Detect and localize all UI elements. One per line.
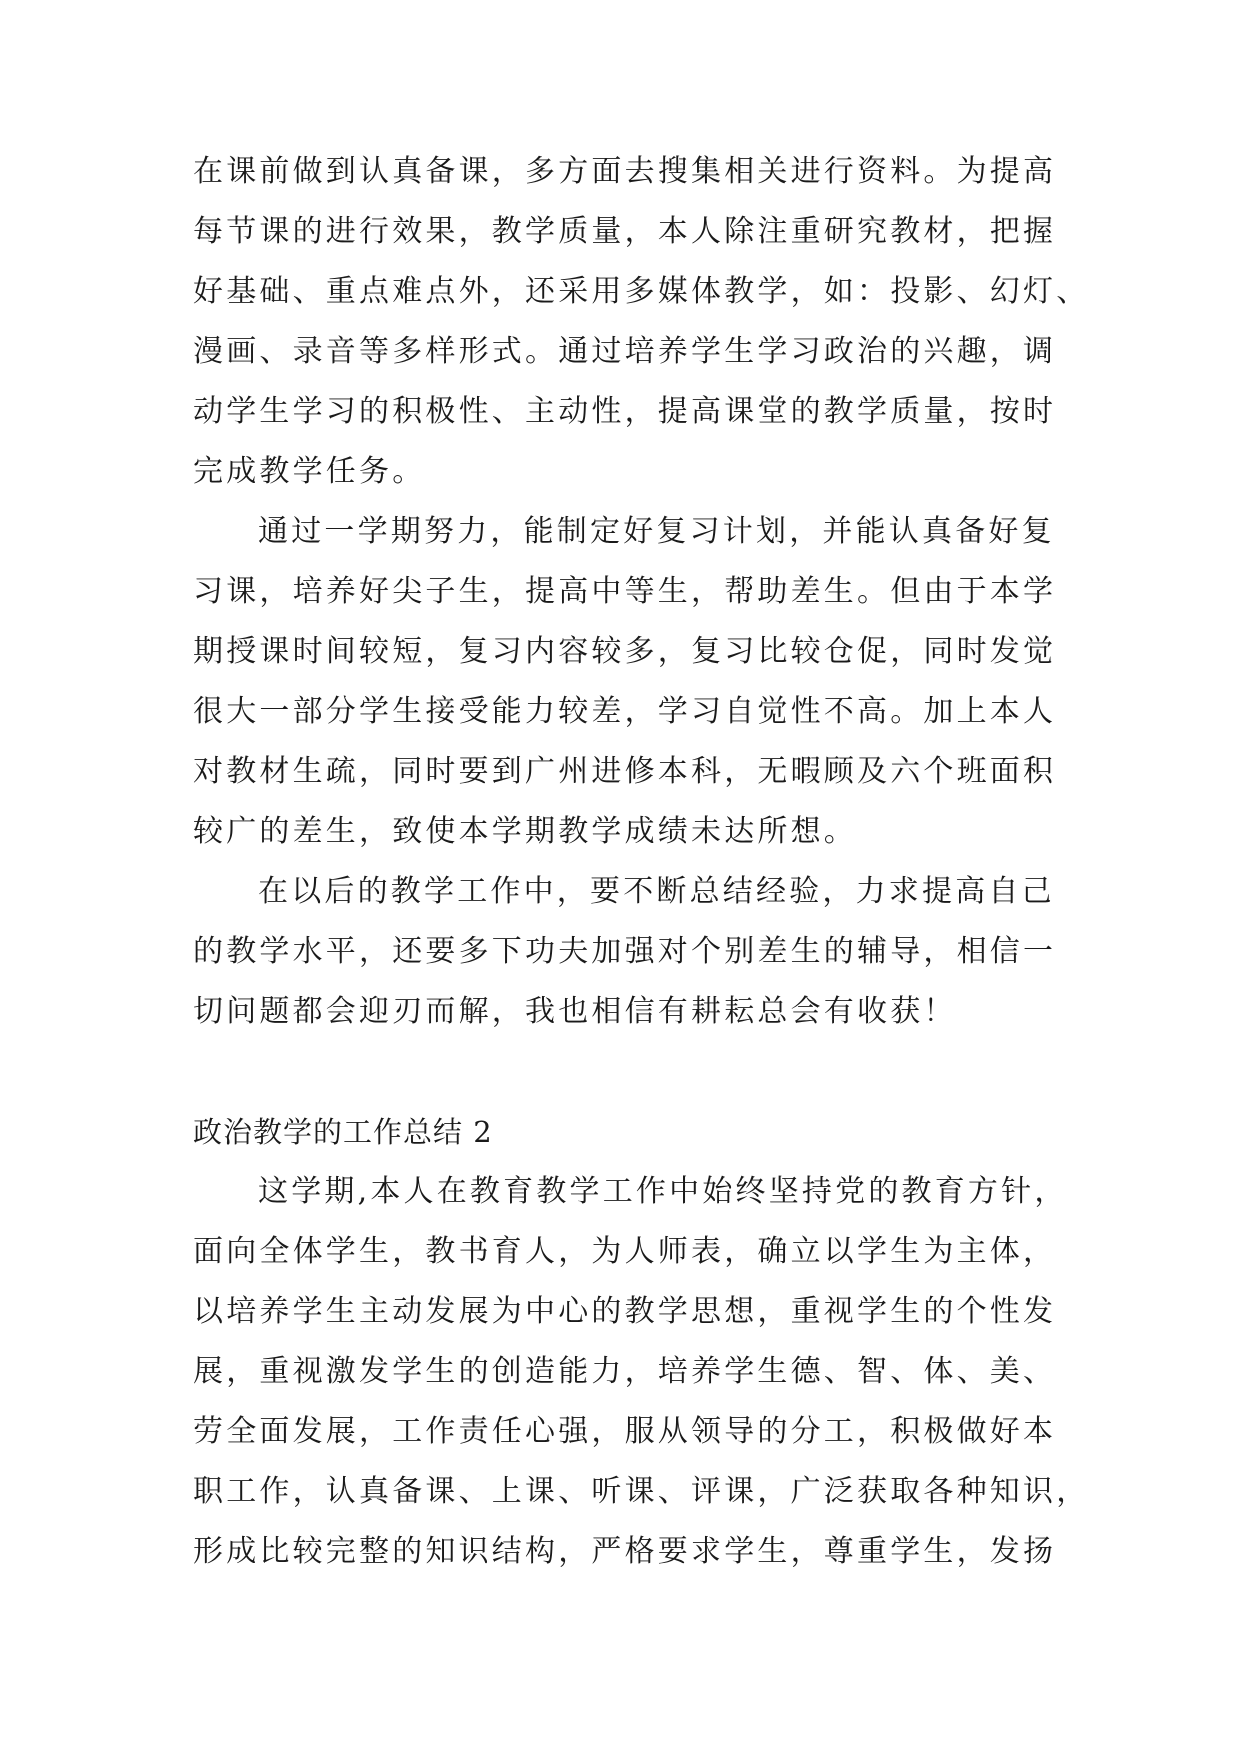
text-line: 职工作，认真备课、上课、听课、评课，广泛获取各种知识，	[193, 1474, 1090, 1509]
text-line: 期授课时间较短，复习内容较多，复习比较仓促，同时发觉	[193, 634, 1057, 669]
text-line: 动学生学习的积极性、主动性，提高课堂的教学质量，按时	[193, 394, 1057, 429]
text-line: 的教学水平，还要多下功夫加强对个别差生的辅导，相信一	[193, 934, 1057, 969]
text-line: 劳全面发展，工作责任心强，服从领导的分工，积极做好本	[193, 1414, 1057, 1449]
paragraph-first-line: 在以后的教学工作中，要不断总结经验，力求提高自己	[258, 874, 1055, 909]
section-heading: 政治教学的工作总结 2	[193, 1115, 493, 1149]
text-line: 以培养学生主动发展为中心的教学思想，重视学生的个性发	[193, 1294, 1057, 1329]
paragraph-first-line: 通过一学期努力，能制定好复习计划，并能认真备好复	[258, 514, 1055, 549]
text-line: 较广的差生，致使本学期教学成绩未达所想。	[193, 814, 857, 849]
text-line: 每节课的进行效果，教学质量，本人除注重研究教材，把握	[193, 214, 1057, 249]
text-line: 在课前做到认真备课，多方面去搜集相关进行资料。为提高	[193, 154, 1057, 189]
text-line: 对教材生疏，同时要到广州进修本科，无暇顾及六个班面积	[193, 754, 1057, 789]
text-line: 展，重视激发学生的创造能力，培养学生德、智、体、美、	[193, 1354, 1057, 1389]
text-line: 习课，培养好尖子生，提高中等生，帮助差生。但由于本学	[193, 574, 1057, 609]
text-line: 形成比较完整的知识结构，严格要求学生，尊重学生，发扬	[193, 1534, 1057, 1569]
text-line: 好基础、重点难点外，还采用多媒体教学，如：投影、幻灯、	[193, 274, 1090, 309]
text-line: 切问题都会迎刃而解，我也相信有耕耘总会有收获！	[193, 994, 957, 1029]
text-line: 完成教学任务。	[193, 454, 426, 489]
paragraph-first-line: 这学期,本人在教育教学工作中始终坚持党的教育方针，	[258, 1174, 1068, 1209]
text-line: 面向全体学生，教书育人，为人师表，确立以学生为主体，	[193, 1234, 1057, 1269]
text-line: 漫画、录音等多样形式。通过培养学生学习政治的兴趣，调	[193, 334, 1057, 369]
text-line: 很大一部分学生接受能力较差，学习自觉性不高。加上本人	[193, 694, 1057, 729]
